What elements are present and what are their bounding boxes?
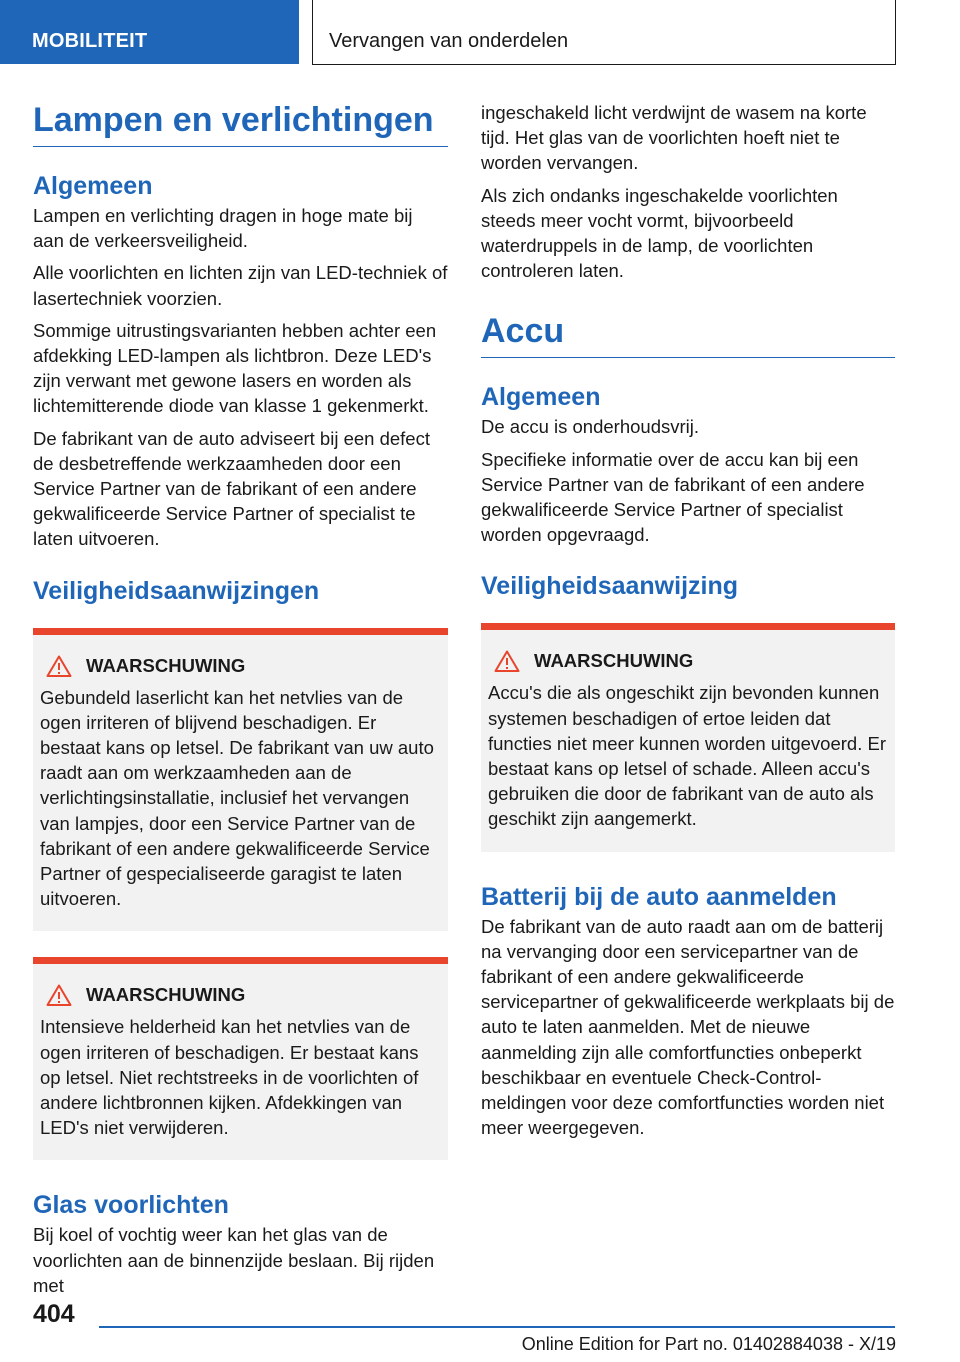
warning-triangle-icon	[46, 655, 72, 677]
page-number: 404	[33, 1300, 75, 1328]
paragraph: Alle voorlichten en lichten zijn van LED-techniek of lasertechniek voorzien.	[33, 262, 448, 309]
heading-batterij-aanmelden: Batterij bij de auto aanmelden	[481, 882, 837, 911]
warning-header	[40, 984, 440, 1006]
warning-label: WAARSCHUWING	[86, 984, 246, 1006]
paragraph: Als zich ondanks ingeschakelde voorlichten steeds meer vocht vormt, bijvoorbeeld waterdruppels in de lamp, de voorlichten controleren laten.	[481, 184, 838, 282]
section-title-lampen: Lampen en verlichtingen	[33, 100, 448, 147]
heading-algemeen: Algemeen	[481, 383, 601, 412]
footer-divider	[99, 1326, 895, 1328]
warning-triangle-icon	[494, 650, 520, 672]
paragraph: De accu is onderhoudsvrij.	[481, 416, 699, 438]
heading-glas-voorlichten: Glas voorlichten	[33, 1191, 229, 1220]
right-column	[481, 100, 895, 1147]
heading-veiligheid: Veiligheidsaanwijzingen	[33, 576, 320, 605]
paragraph: Sommige uitrustingsvarianten hebben achter een afdekking LED-lampen als lichtbron. Deze LED's zijn verwant met gewone lasers en worden als lichtemitterende diode van klasse 1 gekenmerkt.	[33, 319, 437, 417]
chapter-title: Vervangen van onderdelen	[312, 0, 896, 65]
warning-box	[33, 628, 448, 932]
section-title-accu: Accu	[481, 311, 895, 358]
paragraph: De fabrikant van de auto raadt aan om de batterij na vervanging door een servicepartner van de fabrikant of een andere gekwalificeerde servicepartner of gekwalificeerde werkplaats bij de auto te laten aanmelden. Met de nieuwe aanmelding zijn alle comfortfuncties onbeperkt beschikbaar en eventuele Check-Control-meldingen voor deze comfortfuncties worden niet meer weergegeven.	[481, 915, 895, 1139]
warning-box	[481, 623, 895, 851]
warning-header	[40, 655, 440, 677]
paragraph: Specifieke informatie over de accu kan bij een Service Partner van de fabrikant of een andere gekwalificeerde Service Partner of specialist worden opgevraagd.	[481, 448, 865, 546]
warning-triangle-icon	[46, 984, 72, 1006]
paragraph: De fabrikant van de auto adviseert bij een defect de desbetreffende werkzaamheden door een Service Partner van de fabrikant of een andere gekwalificeerde Service Partner of specialist te laten uitvoeren.	[33, 427, 430, 550]
paragraph: ingeschakeld licht verdwijnt de wasem na korte tijd. Het glas van de voorlichten hoeft niet te worden vervangen.	[481, 102, 867, 174]
warning-text: Accu's die als ongeschikt zijn bevonden kunnen systemen beschadigen of ertoe leiden dat functies niet meer kunnen worden uitgevoerd. Er bestaat kans op letsel of schade. Alleen accu's gebruiken die door de fabrikant van de auto als geschikt zijn aangemerkt.	[488, 682, 886, 830]
section-tab[interactable]: MOBILITEIT	[0, 0, 299, 64]
paragraph: Bij koel of vochtig weer kan het glas van de voorlichten aan de binnenzijde beslaan. Bij rijden met	[33, 1224, 435, 1296]
warning-label: WAARSCHUWING	[86, 654, 246, 676]
warning-box	[33, 957, 448, 1160]
heading-veiligheid: Veiligheidsaanwijzing	[481, 572, 739, 601]
paragraph: Lampen en verlichting dragen in hoge mate bij aan de verkeersveiligheid.	[33, 205, 413, 252]
heading-algemeen: Algemeen	[33, 172, 153, 200]
warning-label: WAARSCHUWING	[534, 650, 694, 672]
warning-text: Gebundeld laserlicht kan het netvlies van de ogen irriteren of blijvend beschadigen. Er bestaat kans op letsel. De fabrikant van uw auto raadt aan om werkzaamheden aan de verlichtingsinstallatie, inclusief het vervangen van lampjes, door een Service Partner van de fabrikant of een andere gekwalificeerde Service Partner of gespecialiseerde garagist te laten uitvoeren.	[40, 686, 434, 910]
left-column	[33, 100, 448, 1305]
warning-header	[488, 650, 887, 672]
warning-text: Intensieve helderheid kan het netvlies van de ogen irriteren of beschadigen. Er bestaat kans op letsel. Niet rechtstreeks in de voorlichten of andere lichtbronnen kijken. Afdekkingen van LED's niet verwijderen.	[40, 1016, 419, 1139]
edition-footer: Online Edition for Part no. 01402884038 - X/19	[521, 1334, 896, 1354]
